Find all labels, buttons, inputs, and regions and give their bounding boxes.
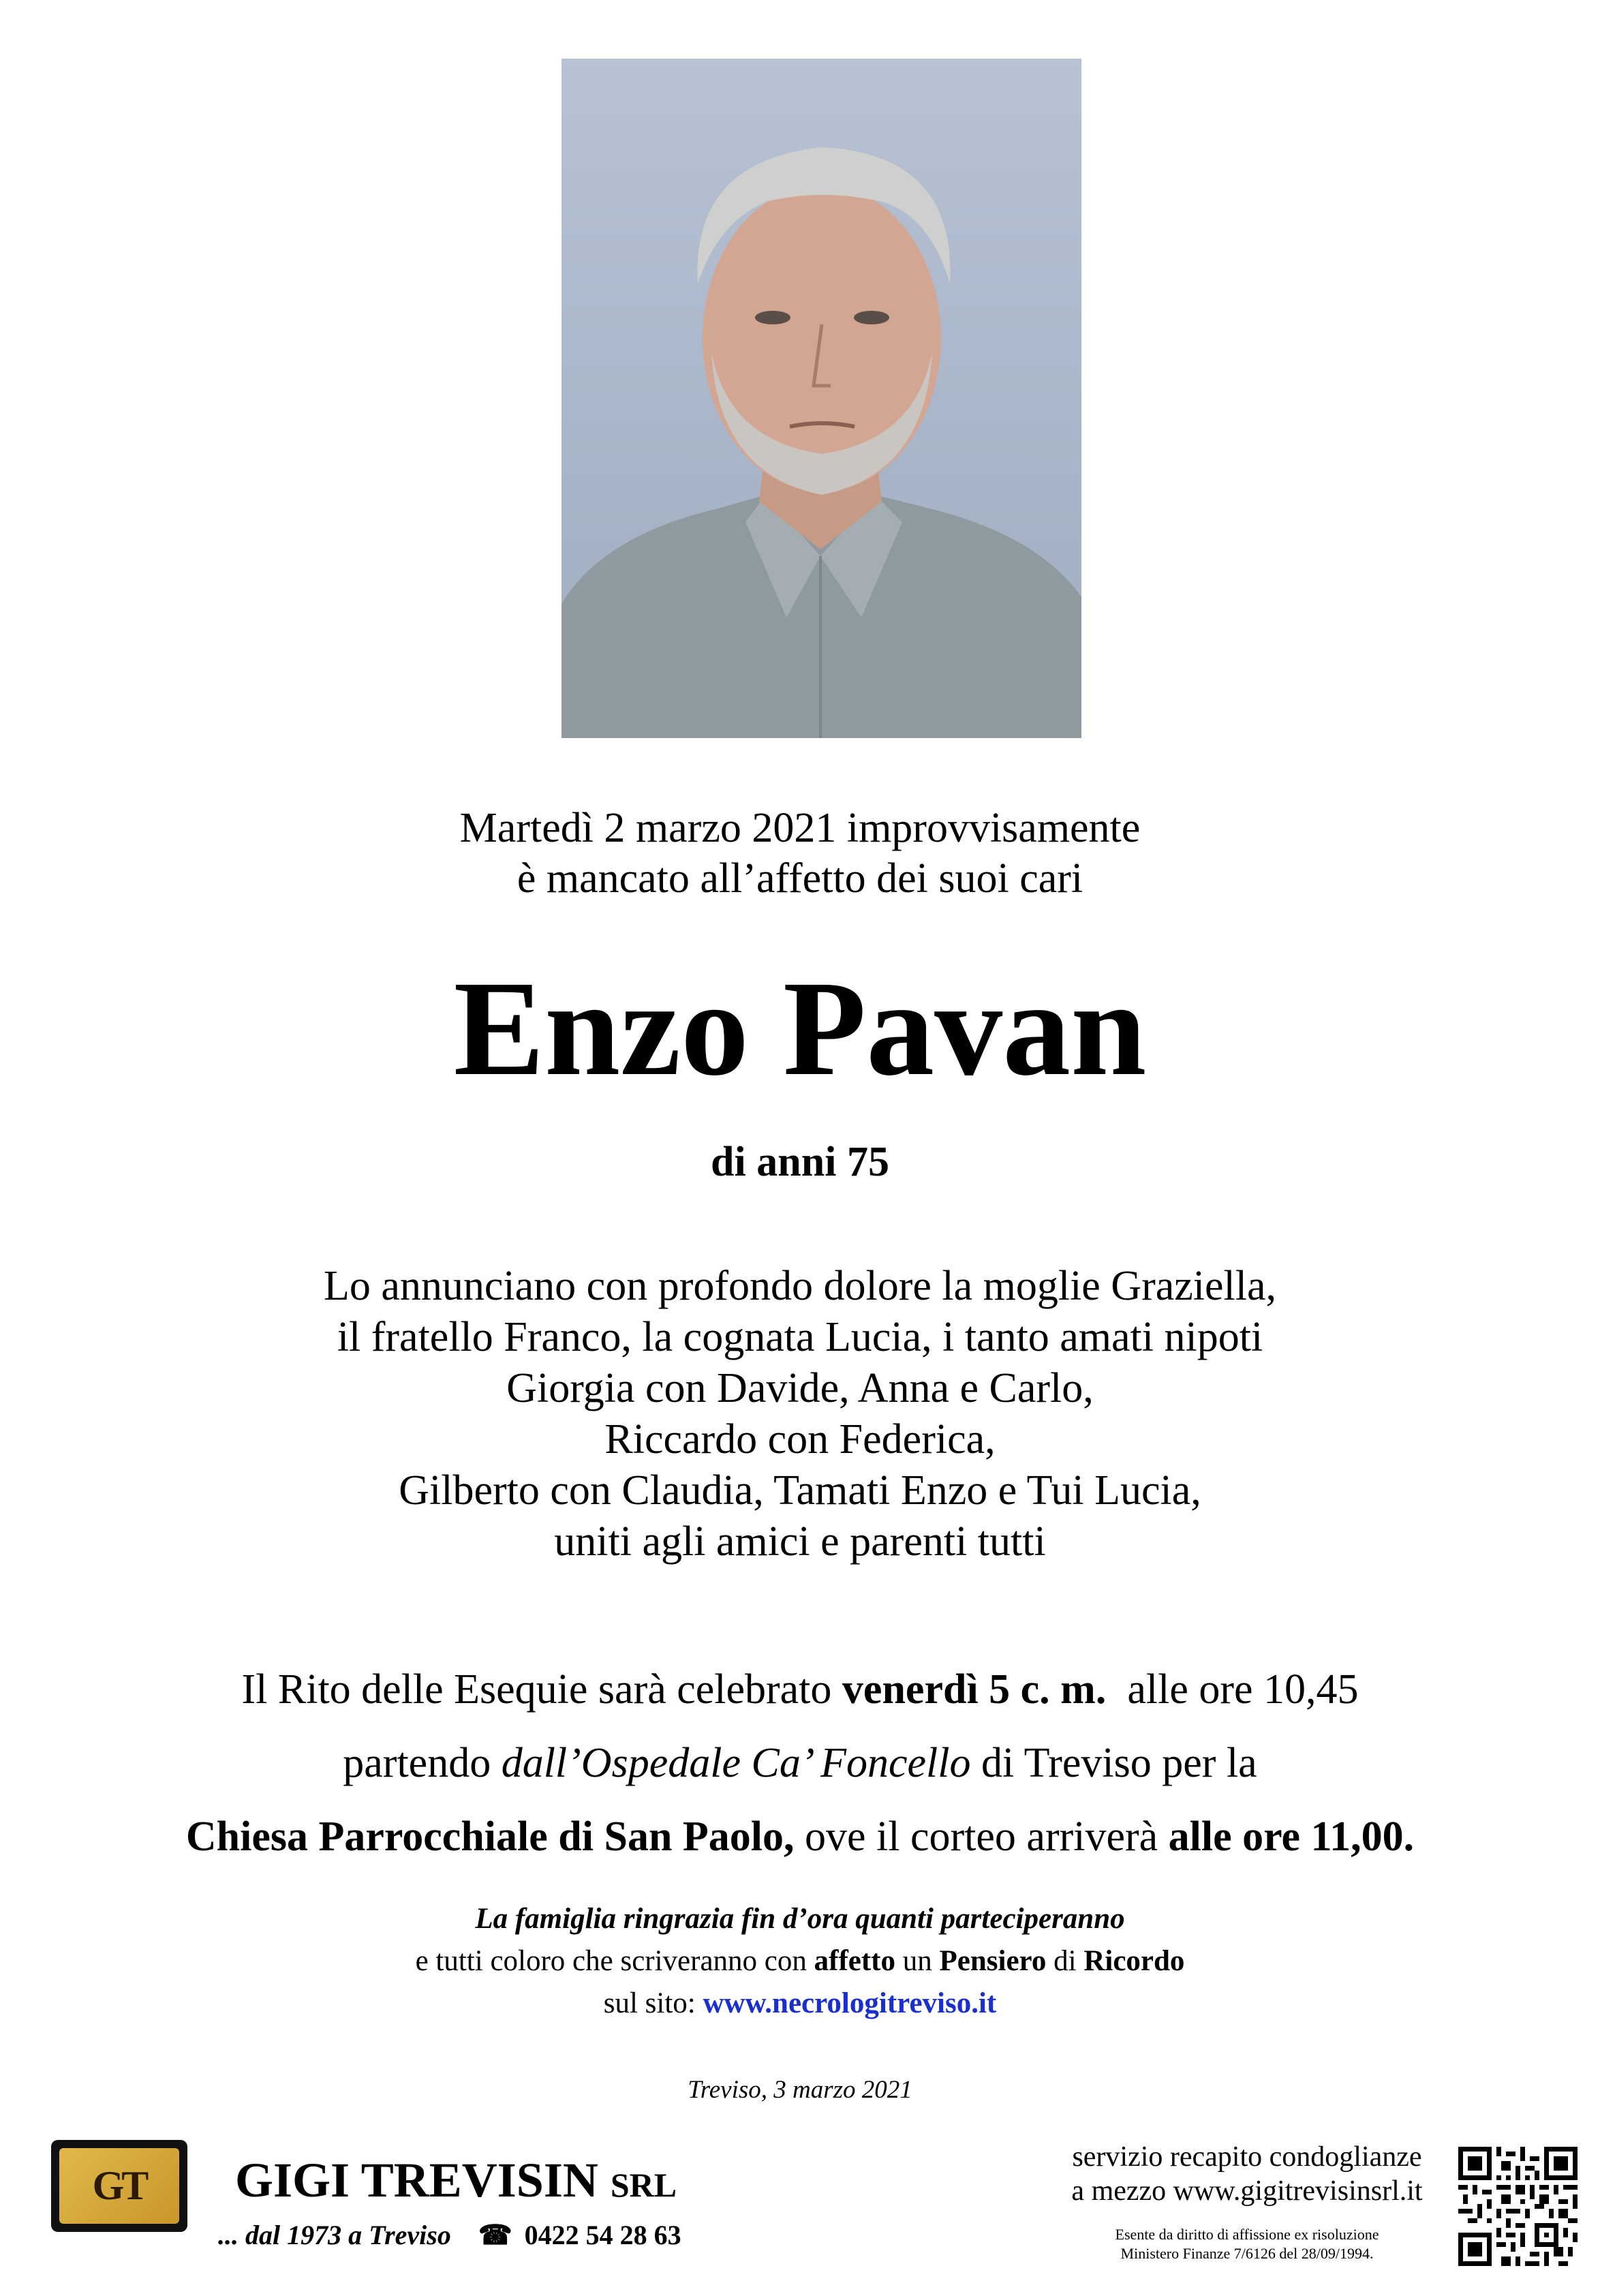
thanks-bold-word: Pensiero xyxy=(939,1945,1047,1977)
family-line: Riccardo con Federica, xyxy=(604,1416,996,1463)
funeral-text: di Treviso per la xyxy=(970,1740,1257,1786)
exemption-line-2: Ministero Finanze 7/6126 del 28/09/1994. xyxy=(1120,2245,1374,2262)
funeral-text: partendo xyxy=(343,1740,502,1786)
company-tagline xyxy=(218,2219,681,2251)
intro-line-2: è mancato all’affetto dei suoi cari xyxy=(517,855,1083,902)
portrait-illustration xyxy=(561,59,1081,738)
family-line: Gilberto con Claudia, Tamati Enzo e Tui Lucia, xyxy=(399,1467,1201,1514)
website-link[interactable]: www.necrologitreviso.it xyxy=(703,1987,997,2019)
funeral-text: ove il corteo arriverà xyxy=(794,1813,1169,1860)
qr-code-icon[interactable] xyxy=(1458,2147,1578,2266)
funeral-departure: dall’Ospedale Ca’ Foncello xyxy=(501,1740,971,1786)
thanks-line-3 xyxy=(0,1983,1600,2025)
funeral-time: alle ore 10,45 xyxy=(1106,1666,1359,1713)
family-line: uniti agli amici e parenti tutti xyxy=(554,1518,1046,1565)
portrait-photo xyxy=(561,59,1081,738)
deceased-name: Enzo Pavan xyxy=(453,953,1147,1104)
thanks-text: sul sito: xyxy=(603,1987,703,2019)
service-line-1: servizio recapito condoglianze xyxy=(1072,2141,1422,2173)
place-date: Treviso, 3 marzo 2021 xyxy=(688,2076,912,2104)
intro-line-1: Martedì 2 marzo 2021 improvvisamente xyxy=(459,805,1141,851)
company-name xyxy=(235,2152,677,2209)
funeral-line-2 xyxy=(0,1726,1600,1800)
thanks-bold-word: Ricordo xyxy=(1083,1945,1185,1977)
family-line: il fratello Franco, la cognata Lucia, i tanto amati nipoti xyxy=(337,1314,1263,1360)
funeral-arrival-time: alle ore 11,00. xyxy=(1168,1813,1415,1860)
funeral-line-3 xyxy=(0,1800,1600,1873)
thanks-bold-word: affetto xyxy=(814,1945,896,1977)
family-announcement xyxy=(0,1261,1600,1567)
deceased-age: di anni 75 xyxy=(711,1139,889,1185)
thanks-line-2 xyxy=(0,1940,1600,1983)
funeral-line-1 xyxy=(0,1653,1600,1726)
phone-number[interactable]: 0422 54 28 63 xyxy=(524,2220,681,2250)
thanks-text: La famiglia ringrazia fin d’ora quanti parteciperanno xyxy=(475,1903,1125,1935)
family-line: Giorgia con Davide, Anna e Carlo, xyxy=(506,1365,1094,1411)
funeral-details xyxy=(0,1653,1600,1873)
thanks-text: un xyxy=(895,1945,940,1977)
exemption-notice xyxy=(1063,2225,1431,2263)
phone-icon: ☎ xyxy=(478,2220,512,2250)
service-line-2[interactable]: a mezzo www.gigitrevisinsrl.it xyxy=(1071,2175,1423,2207)
company-logo xyxy=(51,2140,187,2232)
intro-text xyxy=(0,803,1600,904)
thanks-block xyxy=(0,1898,1600,2025)
thanks-line-1 xyxy=(0,1898,1600,1940)
thanks-text: e tutti coloro che scriveranno con xyxy=(415,1945,814,1977)
since-text: ... dal 1973 a Treviso xyxy=(218,2220,451,2250)
company-suffix: SRL xyxy=(610,2166,677,2204)
funeral-date: venerdì 5 c. m. xyxy=(842,1666,1107,1713)
funeral-church: Chiesa Parrocchiale di San Paolo, xyxy=(185,1813,795,1860)
company-name-text: GIGI TREVISIN xyxy=(235,2153,598,2207)
funeral-text: Il Rito delle Esequie sarà celebrato xyxy=(241,1666,842,1713)
condolence-service xyxy=(1063,2140,1431,2208)
family-line: Lo annunciano con profondo dolore la moglie Graziella, xyxy=(324,1263,1276,1309)
thanks-text: di xyxy=(1046,1945,1084,1977)
exemption-line-1: Esente da diritto di affissione ex risoluzione xyxy=(1115,2226,1379,2243)
logo-monogram: GT xyxy=(59,2148,179,2224)
qr-code-graphic xyxy=(1458,2147,1578,2266)
